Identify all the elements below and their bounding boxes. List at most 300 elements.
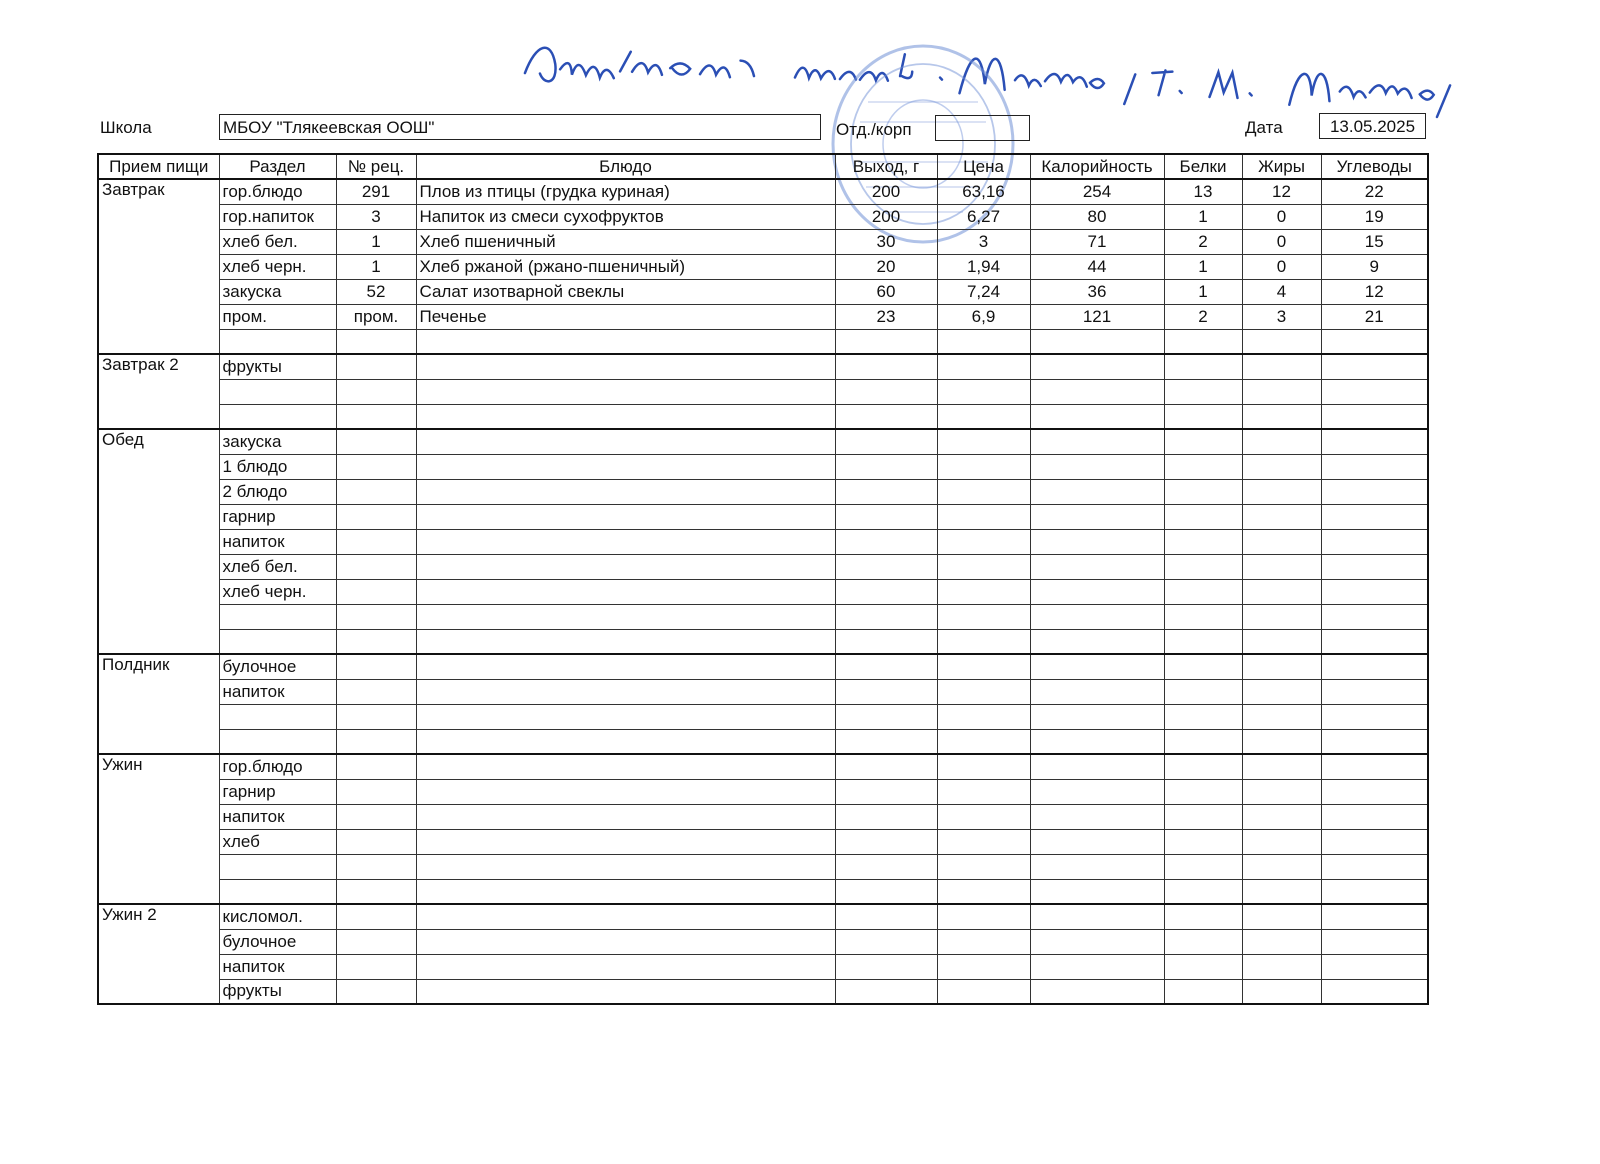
table-row <box>98 379 1428 404</box>
table-cell <box>1164 979 1242 1004</box>
table-cell <box>416 379 835 404</box>
table-cell: хлеб черн. <box>219 254 336 279</box>
table-cell <box>1030 429 1164 454</box>
table-cell: гарнир <box>219 504 336 529</box>
table-cell <box>937 604 1030 629</box>
table-cell <box>1164 679 1242 704</box>
table-cell <box>416 979 835 1004</box>
table-cell <box>937 379 1030 404</box>
table-cell <box>1164 704 1242 729</box>
table-cell: закуска <box>219 429 336 454</box>
table-cell <box>336 679 416 704</box>
table-cell: 52 <box>336 279 416 304</box>
table-cell <box>416 329 835 354</box>
table-cell: 19 <box>1321 204 1428 229</box>
table-cell <box>336 404 416 429</box>
table-cell <box>416 779 835 804</box>
table-cell: 60 <box>835 279 937 304</box>
table-cell: 7,24 <box>937 279 1030 304</box>
table-cell <box>1321 404 1428 429</box>
table-cell <box>1242 954 1321 979</box>
table-cell: кисломол. <box>219 904 336 929</box>
table-cell <box>1242 879 1321 904</box>
table-cell: 44 <box>1030 254 1164 279</box>
table-cell <box>1164 954 1242 979</box>
table-cell <box>1242 329 1321 354</box>
table-cell <box>219 854 336 879</box>
table-row <box>98 204 1428 229</box>
table-cell <box>1321 829 1428 854</box>
table-cell <box>1030 704 1164 729</box>
table-cell: Печенье <box>416 304 835 329</box>
table-row <box>98 929 1428 954</box>
column-header: Выход, г <box>835 154 937 179</box>
table-cell: 0 <box>1242 229 1321 254</box>
table-cell <box>1321 654 1428 679</box>
table-row <box>98 404 1428 429</box>
table-row <box>98 854 1428 879</box>
table-cell <box>835 704 937 729</box>
table-cell <box>1030 754 1164 779</box>
table-cell <box>1321 379 1428 404</box>
table-cell <box>937 929 1030 954</box>
table-row <box>98 679 1428 704</box>
table-cell <box>937 954 1030 979</box>
table-cell: 2 <box>1164 304 1242 329</box>
table-cell: 254 <box>1030 179 1164 204</box>
table-cell <box>835 904 937 929</box>
column-header: Калорийность <box>1030 154 1164 179</box>
table-cell <box>1030 879 1164 904</box>
table-cell <box>835 504 937 529</box>
table-cell <box>835 329 937 354</box>
table-cell: 291 <box>336 179 416 204</box>
table-cell <box>336 429 416 454</box>
column-header: Белки <box>1164 154 1242 179</box>
table-cell <box>835 354 937 379</box>
table-cell: Хлеб пшеничный <box>416 229 835 254</box>
table-row <box>98 354 1428 379</box>
menu-table <box>97 153 1429 1005</box>
table-cell <box>1321 354 1428 379</box>
table-cell <box>416 729 835 754</box>
table-cell <box>835 429 937 454</box>
table-cell <box>1164 804 1242 829</box>
school-label: Школа <box>100 118 152 137</box>
table-cell: 1 <box>336 254 416 279</box>
table-cell: 3 <box>1242 304 1321 329</box>
table-cell <box>1164 829 1242 854</box>
meal-name-cell: Завтрак <box>98 179 219 354</box>
table-cell <box>1321 979 1428 1004</box>
table-cell <box>1164 354 1242 379</box>
table-cell <box>219 379 336 404</box>
table-cell <box>937 854 1030 879</box>
table-cell <box>835 929 937 954</box>
table-cell: 1 блюдо <box>219 454 336 479</box>
table-cell <box>336 904 416 929</box>
table-cell <box>416 754 835 779</box>
meal-name-cell: Ужин <box>98 754 219 904</box>
table-cell <box>219 704 336 729</box>
table-cell <box>1242 454 1321 479</box>
table-cell <box>416 604 835 629</box>
table-cell <box>1242 929 1321 954</box>
table-cell <box>1242 754 1321 779</box>
table-cell <box>1242 579 1321 604</box>
table-cell <box>1030 329 1164 354</box>
table-cell <box>1242 779 1321 804</box>
table-cell <box>835 454 937 479</box>
table-row <box>98 904 1428 929</box>
table-cell <box>1242 904 1321 929</box>
table-cell: 9 <box>1321 254 1428 279</box>
table-cell <box>1030 929 1164 954</box>
table-cell <box>336 604 416 629</box>
column-header: Жиры <box>1242 154 1321 179</box>
table-cell <box>937 979 1030 1004</box>
table-cell <box>1321 954 1428 979</box>
table-cell <box>835 979 937 1004</box>
table-cell: 71 <box>1030 229 1164 254</box>
table-cell <box>835 679 937 704</box>
table-cell <box>1242 704 1321 729</box>
table-cell <box>1321 554 1428 579</box>
table-cell <box>336 529 416 554</box>
table-cell <box>937 654 1030 679</box>
table-cell <box>835 629 937 654</box>
table-cell <box>1242 529 1321 554</box>
table-cell <box>835 554 937 579</box>
table-cell <box>937 329 1030 354</box>
table-row <box>98 704 1428 729</box>
table-cell <box>1242 654 1321 679</box>
menu-table-body <box>98 179 1428 1004</box>
table-cell <box>835 954 937 979</box>
table-cell <box>835 754 937 779</box>
table-cell <box>1321 929 1428 954</box>
table-cell: напиток <box>219 529 336 554</box>
table-cell <box>336 554 416 579</box>
table-cell <box>1164 779 1242 804</box>
table-cell <box>937 404 1030 429</box>
table-cell <box>336 704 416 729</box>
table-cell <box>1030 554 1164 579</box>
table-row <box>98 954 1428 979</box>
table-cell <box>1030 579 1164 604</box>
table-cell <box>1321 504 1428 529</box>
table-cell <box>1164 454 1242 479</box>
department-field[interactable] <box>935 115 1030 141</box>
table-cell: 12 <box>1321 279 1428 304</box>
table-cell: 15 <box>1321 229 1428 254</box>
table-cell <box>1030 529 1164 554</box>
table-cell: 20 <box>835 254 937 279</box>
table-cell <box>835 854 937 879</box>
table-cell <box>835 479 937 504</box>
table-row <box>98 229 1428 254</box>
table-cell <box>336 754 416 779</box>
table-cell <box>835 529 937 554</box>
table-cell: пром. <box>219 304 336 329</box>
table-cell: 1 <box>336 229 416 254</box>
table-cell <box>336 379 416 404</box>
table-cell <box>1164 504 1242 529</box>
table-cell: Напиток из смеси сухофруктов <box>416 204 835 229</box>
table-cell <box>1164 629 1242 654</box>
table-cell: 0 <box>1242 204 1321 229</box>
table-row <box>98 654 1428 679</box>
table-cell <box>937 904 1030 929</box>
table-row <box>98 329 1428 354</box>
table-row <box>98 454 1428 479</box>
table-cell <box>336 579 416 604</box>
table-cell <box>416 704 835 729</box>
table-cell: гор.блюдо <box>219 754 336 779</box>
table-row <box>98 879 1428 904</box>
table-cell <box>336 929 416 954</box>
table-cell: хлеб бел. <box>219 229 336 254</box>
table-cell: напиток <box>219 679 336 704</box>
column-header: Углеводы <box>1321 154 1428 179</box>
table-cell <box>1164 429 1242 454</box>
table-cell <box>937 804 1030 829</box>
table-cell <box>835 879 937 904</box>
table-cell <box>1030 854 1164 879</box>
table-cell: Хлеб ржаной (ржано-пшеничный) <box>416 254 835 279</box>
table-cell <box>1321 579 1428 604</box>
table-cell: хлеб бел. <box>219 554 336 579</box>
table-cell <box>1321 329 1428 354</box>
table-cell <box>937 529 1030 554</box>
table-cell <box>1321 679 1428 704</box>
table-cell <box>937 429 1030 454</box>
table-cell <box>416 829 835 854</box>
table-cell <box>1164 529 1242 554</box>
table-row <box>98 754 1428 779</box>
table-cell: гор.напиток <box>219 204 336 229</box>
table-cell: фрукты <box>219 354 336 379</box>
table-cell <box>1164 554 1242 579</box>
table-cell <box>219 404 336 429</box>
table-cell: хлеб черн. <box>219 579 336 604</box>
table-cell <box>1030 454 1164 479</box>
table-cell: 12 <box>1242 179 1321 204</box>
table-cell <box>336 729 416 754</box>
table-cell <box>1242 979 1321 1004</box>
table-row <box>98 279 1428 304</box>
table-cell: напиток <box>219 954 336 979</box>
table-cell <box>1030 804 1164 829</box>
table-cell <box>336 329 416 354</box>
table-cell <box>416 454 835 479</box>
table-cell <box>1242 479 1321 504</box>
table-cell <box>937 354 1030 379</box>
table-cell <box>1242 604 1321 629</box>
table-cell <box>1242 854 1321 879</box>
table-cell: 2 блюдо <box>219 479 336 504</box>
table-cell <box>219 879 336 904</box>
date-field[interactable]: 13.05.2025 <box>1319 113 1426 139</box>
table-cell <box>1030 604 1164 629</box>
table-cell: 2 <box>1164 229 1242 254</box>
table-cell <box>1242 379 1321 404</box>
table-row <box>98 829 1428 854</box>
column-header: Цена <box>937 154 1030 179</box>
table-cell <box>937 454 1030 479</box>
table-cell <box>416 679 835 704</box>
table-cell <box>336 654 416 679</box>
table-cell <box>937 579 1030 604</box>
table-cell <box>1164 754 1242 779</box>
table-cell <box>336 979 416 1004</box>
table-cell <box>416 554 835 579</box>
table-cell: 1,94 <box>937 254 1030 279</box>
table-cell: 1 <box>1164 279 1242 304</box>
table-row <box>98 304 1428 329</box>
table-cell <box>1030 404 1164 429</box>
table-cell <box>1242 829 1321 854</box>
table-row <box>98 179 1428 204</box>
table-row <box>98 979 1428 1004</box>
table-cell <box>336 829 416 854</box>
table-cell <box>1242 629 1321 654</box>
table-cell: 0 <box>1242 254 1321 279</box>
table-cell <box>336 504 416 529</box>
table-cell <box>416 404 835 429</box>
table-cell <box>835 779 937 804</box>
table-cell <box>336 879 416 904</box>
table-cell <box>336 954 416 979</box>
table-row <box>98 629 1428 654</box>
table-cell: гор.блюдо <box>219 179 336 204</box>
table-cell: 80 <box>1030 204 1164 229</box>
table-cell: 200 <box>835 179 937 204</box>
department-label: Отд./корп <box>836 120 912 139</box>
table-cell: 121 <box>1030 304 1164 329</box>
meal-name-cell: Обед <box>98 429 219 654</box>
table-cell <box>336 454 416 479</box>
table-cell <box>1242 504 1321 529</box>
table-cell <box>1030 979 1164 1004</box>
table-cell <box>1242 354 1321 379</box>
table-cell <box>416 529 835 554</box>
table-cell <box>1242 429 1321 454</box>
meal-name-cell: Завтрак 2 <box>98 354 219 429</box>
table-cell <box>336 804 416 829</box>
table-cell: 1 <box>1164 254 1242 279</box>
table-cell <box>1321 904 1428 929</box>
table-cell: 30 <box>835 229 937 254</box>
table-cell <box>835 604 937 629</box>
table-cell <box>1321 479 1428 504</box>
table-cell: Салат изотварной свеклы <box>416 279 835 304</box>
table-cell: 200 <box>835 204 937 229</box>
column-header: Раздел <box>219 154 336 179</box>
table-cell <box>1164 579 1242 604</box>
table-cell: булочное <box>219 929 336 954</box>
table-cell: 22 <box>1321 179 1428 204</box>
table-cell <box>1030 904 1164 929</box>
table-cell <box>1242 729 1321 754</box>
table-cell <box>416 629 835 654</box>
table-cell: 3 <box>937 229 1030 254</box>
table-cell <box>1030 829 1164 854</box>
table-cell <box>1030 629 1164 654</box>
table-row <box>98 504 1428 529</box>
table-cell: 36 <box>1030 279 1164 304</box>
table-cell <box>1164 904 1242 929</box>
table-cell <box>835 379 937 404</box>
table-cell: фрукты <box>219 979 336 1004</box>
table-cell <box>1164 604 1242 629</box>
table-cell: хлеб <box>219 829 336 854</box>
table-cell: 3 <box>336 204 416 229</box>
table-cell <box>1164 729 1242 754</box>
table-cell <box>835 729 937 754</box>
table-cell <box>835 829 937 854</box>
table-cell: напиток <box>219 804 336 829</box>
table-cell <box>1164 854 1242 879</box>
table-row <box>98 254 1428 279</box>
column-header: Блюдо <box>416 154 835 179</box>
table-cell <box>1321 604 1428 629</box>
table-cell <box>1321 454 1428 479</box>
table-cell <box>416 479 835 504</box>
table-row <box>98 729 1428 754</box>
table-cell <box>1030 654 1164 679</box>
table-cell <box>1030 504 1164 529</box>
meal-name-cell: Ужин 2 <box>98 904 219 1004</box>
table-cell <box>937 754 1030 779</box>
table-cell <box>1164 654 1242 679</box>
table-cell <box>1030 379 1164 404</box>
table-cell <box>1030 729 1164 754</box>
table-cell <box>416 804 835 829</box>
table-cell <box>1321 854 1428 879</box>
table-cell: 63,16 <box>937 179 1030 204</box>
table-cell: булочное <box>219 654 336 679</box>
table-cell: 1 <box>1164 204 1242 229</box>
table-cell <box>1164 404 1242 429</box>
table-cell <box>1321 704 1428 729</box>
table-cell <box>835 404 937 429</box>
meal-name-cell: Полдник <box>98 654 219 754</box>
table-cell <box>219 729 336 754</box>
table-cell <box>1030 779 1164 804</box>
table-row <box>98 779 1428 804</box>
table-cell <box>1242 679 1321 704</box>
table-cell <box>219 604 336 629</box>
column-header: № рец. <box>336 154 416 179</box>
table-cell: 13 <box>1164 179 1242 204</box>
table-cell <box>336 629 416 654</box>
table-cell <box>219 629 336 654</box>
table-cell <box>1164 379 1242 404</box>
table-cell <box>416 579 835 604</box>
table-cell <box>219 329 336 354</box>
table-cell <box>416 879 835 904</box>
table-cell <box>937 629 1030 654</box>
table-cell <box>937 479 1030 504</box>
table-row <box>98 804 1428 829</box>
table-row <box>98 429 1428 454</box>
table-cell: закуска <box>219 279 336 304</box>
school-field[interactable]: МБОУ "Тлякеевская ООШ" <box>219 114 821 140</box>
table-cell <box>1321 804 1428 829</box>
table-cell <box>1321 779 1428 804</box>
table-cell: пром. <box>336 304 416 329</box>
